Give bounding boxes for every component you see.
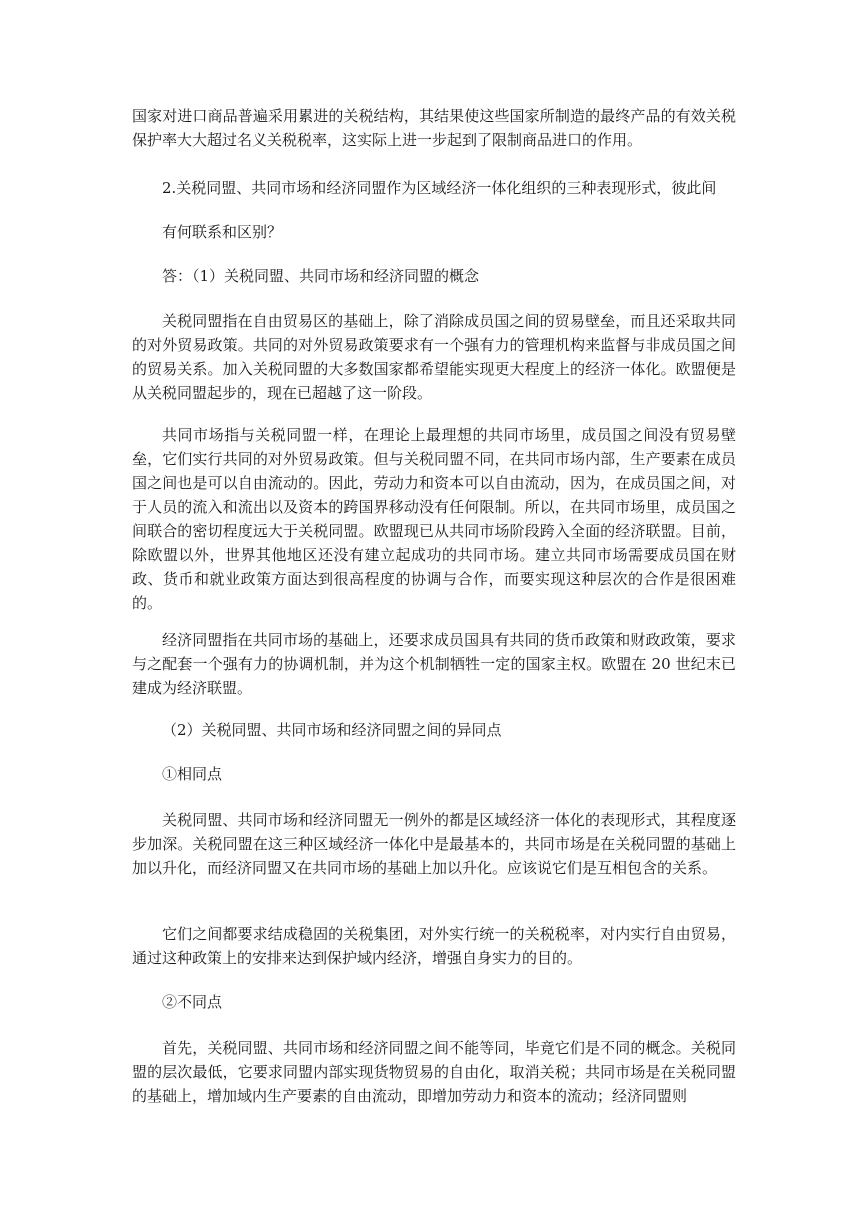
- economic-union-paragraph: 经济同盟指在共同市场的基础上，还要求成员国具有共同的货币政策和财政政策，要求与之配套一个强有力的协调机制，并为这个机制牺牲一定的国家主权。欧盟在 20 世纪末已建成为经济联盟。: [132, 631, 736, 697]
- answer-heading: 答：（1）关税同盟、共同市场和经济同盟的概念: [162, 267, 480, 285]
- intro-paragraph: 国家对进口商品普遍采用累进的关税结构，其结果使这些国家所制造的最终产品的有效关税保护率大大超过名义关税税率，这实际上进一步起到了限制商品进口的作用。: [132, 107, 736, 149]
- similarities-paragraph-2: 它们之间都要求结成稳固的关税集团，对外实行统一的关税税率，对内实行自由贸易，通过这种政策上的安排来达到保护域内经济，增强自身实力的目的。: [132, 925, 736, 967]
- differences-heading: ②不同点: [162, 993, 223, 1011]
- section-2-heading: （2）关税同盟、共同市场和经济同盟之间的异同点: [162, 721, 502, 739]
- customs-union-paragraph: 关税同盟指在自由贸易区的基础上，除了消除成员国之间的贸易壁垒，而且还采取共同的对外贸易政策。共同的对外贸易政策要求有一个强有力的管理机构来监督与非成员国之间的贸易关系。加入关税同盟的大多数国家都希望能实现更大程度上的经济一体化。欧盟便是从关税同盟起步的，现在已超越了这一阶段。: [132, 312, 736, 402]
- differences-paragraph-1: 首先，关税同盟、共同市场和经济同盟之间不能等同，毕竟它们是不同的概念。关税同盟的层次最低，它要求同盟内部实现货物贸易的自由化，取消关税；共同市场是在关税同盟的基础上，增加域内生产要素的自由流动，即增加劳动力和资本的流动；经济同盟则: [132, 1039, 736, 1105]
- common-market-paragraph: 共同市场指与关税同盟一样，在理论上最理想的共同市场里，成员国之间没有贸易壁垒，它们实行共同的对外贸易政策。但与关税同盟不同，在共同市场内部，生产要素在成员国之间也是可以自由流动的。因此，劳动力和资本可以自由流动，因为，在成员国之间，对于人员的流入和流出以及资本的跨国界移动没有任何限制。所以，在共同市场里，成员国之间联合的密切程度远大于关税同盟。欧盟现已从共同市场阶段跨入全面的经济联盟。目前，除欧盟以外，世界其他地区还没有建立起成功的共同市场。建立共同市场需要成员国在财政、货币和就业政策方面达到很高程度的协调与合作，而要实现这种层次的合作是很困难的。: [132, 426, 736, 612]
- similarities-heading: ①相同点: [162, 765, 223, 783]
- question-line-2: 有何联系和区别？: [162, 223, 283, 241]
- question-line-1: 2.关税同盟、共同市场和经济同盟作为区域经济一体化组织的三种表现形式，彼此间: [162, 179, 717, 197]
- similarities-paragraph-1: 关税同盟、共同市场和经济同盟无一例外的都是区域经济一体化的表现形式，其程度逐步加深。关税同盟在这三种区域经济一体化中是最基本的，共同市场是在关税同盟的基础上加以升化，而经济同盟又在共同市场的基础上加以升化。应该说它们是互相包含的关系。: [132, 811, 736, 877]
